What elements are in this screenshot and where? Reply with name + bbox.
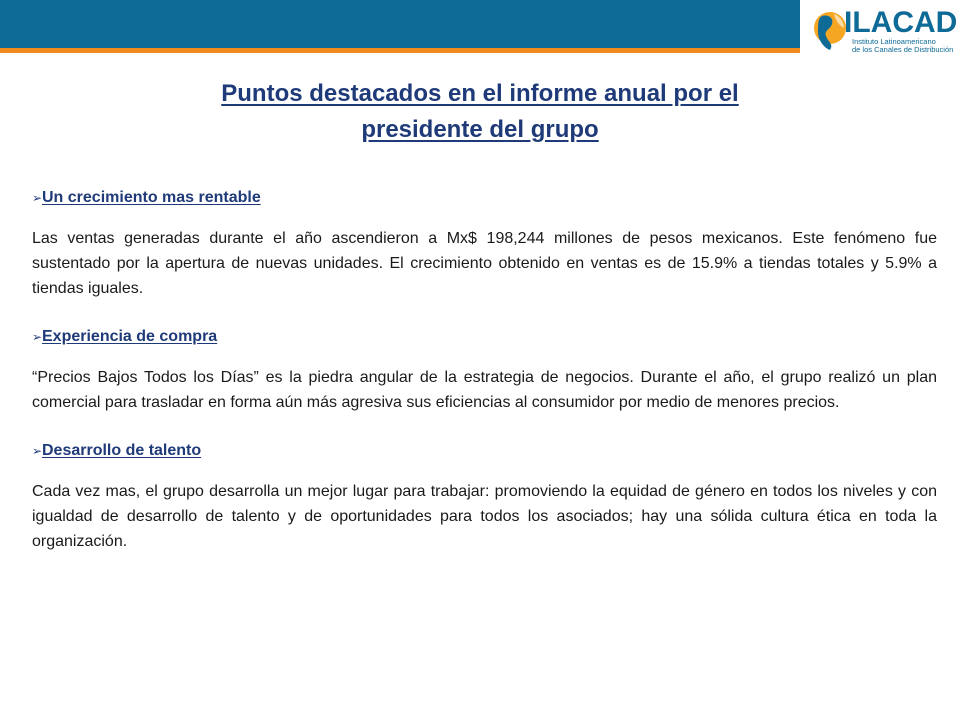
logo-text: ILACAD	[844, 6, 958, 39]
section-heading-text: Experiencia de compra	[42, 328, 218, 345]
section-paragraph: Las ventas generadas durante el año ascendieron a Mx$ 198,244 millones de pesos mexicanos. Este fenómeno fue sustentado por la apertura de nuevas unidades. El crecimiento obtenido en ventas es de 15.9% a tiendas totales y 5.9% a tiendas iguales.	[32, 230, 937, 297]
arrow-bullet-icon: ➢	[32, 444, 43, 458]
section-heading	[32, 441, 937, 461]
section-crecimiento	[32, 188, 937, 301]
section-heading	[32, 188, 937, 208]
content-body	[32, 188, 937, 554]
page-title-line1: Puntos destacados en el informe anual por el	[221, 80, 739, 107]
header-band-accent	[0, 48, 800, 53]
section-heading-text: Un crecimiento mas rentable	[42, 189, 261, 206]
section-talento	[32, 441, 937, 554]
arrow-bullet-icon: ➢	[32, 191, 43, 205]
section-experiencia	[32, 327, 937, 415]
page-title	[100, 76, 860, 148]
section-heading	[32, 327, 937, 347]
header-band	[0, 0, 800, 48]
arrow-bullet-icon: ➢	[32, 330, 43, 344]
globe-icon	[808, 4, 848, 56]
section-heading-text: Desarrollo de talento	[42, 442, 202, 459]
section-paragraph: Cada vez mas, el grupo desarrolla un mejor lugar para trabajar: promoviendo la equidad de género en todos los niveles y con igualdad de desarrollo de talento y de oportunidades para todos los asociados; hay una sólida cultura ética en toda la organización.	[32, 483, 937, 550]
logo-subtitle-line1: Instituto Latinoamericano	[852, 37, 936, 46]
page-title-line2: presidente del grupo	[361, 116, 599, 143]
logo-subtitle-line2: de los Canales de Distribución	[852, 45, 954, 54]
section-paragraph: “Precios Bajos Todos los Días” es la piedra angular de la estrategia de negocios. Durante el año, el grupo realizó un plan comercial para trasladar en forma aún más agresiva sus eficiencias al consumidor por medio de menores precios.	[32, 369, 937, 411]
ilacad-logo	[808, 4, 958, 56]
